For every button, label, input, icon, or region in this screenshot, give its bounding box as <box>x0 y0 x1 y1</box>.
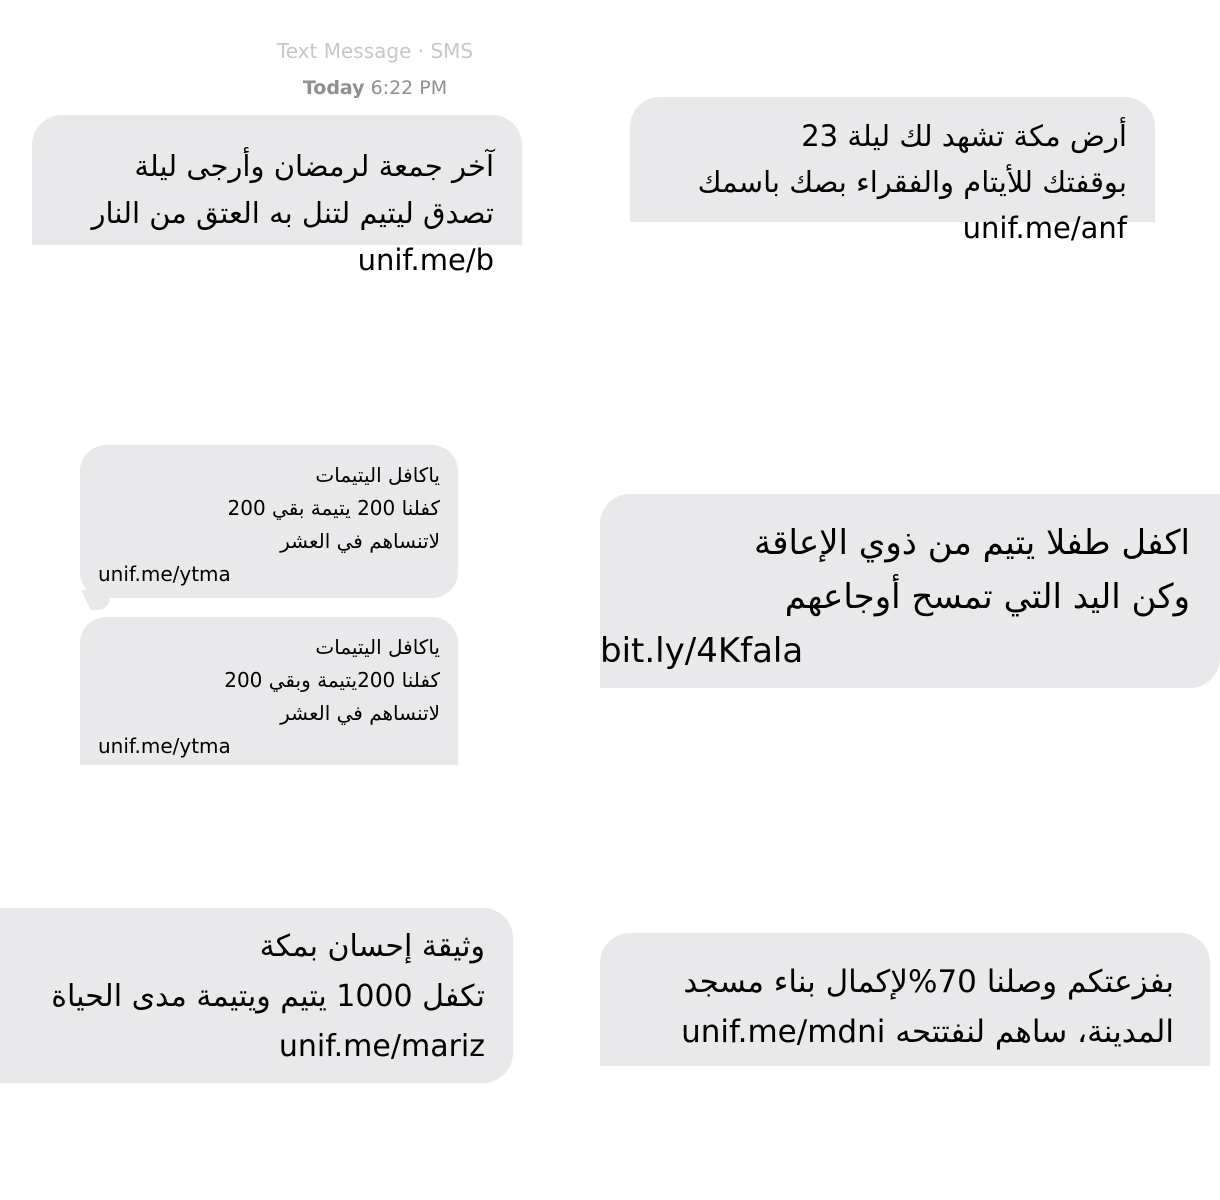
message-link[interactable]: bit.ly/4Kfala <box>600 631 804 671</box>
message-link[interactable]: unif.me/mariz <box>278 1029 485 1064</box>
message-line: المدينة، ساهم لنفتتحه unif.me/mdni <box>681 1014 1174 1050</box>
message-line: ياكافل اليتيمات <box>315 635 440 659</box>
sms-bubble-3[interactable] <box>80 445 458 598</box>
message-service-label: Text Message · SMS <box>276 39 474 63</box>
message-line: لاتنساهم في العشر <box>280 529 440 553</box>
message-line: ياكافل اليتيمات <box>315 463 440 487</box>
message-link[interactable]: unif.me/b <box>357 243 494 277</box>
message-line: أرض مكة تشهد لك ليلة 23 <box>801 119 1127 153</box>
sms-bubble-1[interactable] <box>32 115 522 277</box>
message-line: كفلنا 200 يتيمة بقي 200 <box>227 496 440 520</box>
sms-bubble-6[interactable] <box>0 908 513 1083</box>
message-line: اكفل طفلا يتيم من ذوي الإعاقة <box>753 523 1190 563</box>
message-link[interactable]: unif.me/ytma <box>98 734 231 758</box>
timestamp-time: 6:22 PM <box>370 77 448 99</box>
message-line: آخر جمعة لرمضان وأرجى ليلة <box>134 149 494 183</box>
message-line: كفلنا 200يتيمة وبقي 200 <box>224 668 440 692</box>
message-line: تكفل 1000 يتيم ويتيمة مدى الحياة <box>51 979 485 1014</box>
message-line: وثيقة إحسان بمكة <box>259 929 485 964</box>
conversation-timestamp-header <box>150 39 600 105</box>
sms-bubble-7[interactable] <box>600 933 1210 1066</box>
message-line: بفزعتكم وصلنا 70%لإكمال بناء مسجد <box>683 964 1174 1000</box>
message-line: وكن اليد التي تمسح أوجاعهم <box>784 577 1190 617</box>
sms-bubble-2[interactable] <box>630 97 1155 245</box>
message-line: بوقفتك للأيتام والفقراء بصك باسمك <box>697 165 1127 199</box>
message-link[interactable]: unif.me/anf <box>962 211 1127 245</box>
message-line: لاتنساهم في العشر <box>280 701 440 725</box>
message-line: تصدق ليتيم لتنل به العتق من النار <box>91 196 494 230</box>
timestamp <box>150 77 600 99</box>
sms-bubble-5[interactable] <box>600 494 1220 688</box>
sms-bubble-4[interactable] <box>80 617 458 765</box>
timestamp-day: Today <box>302 77 365 99</box>
message-link[interactable]: unif.me/ytma <box>98 562 231 586</box>
